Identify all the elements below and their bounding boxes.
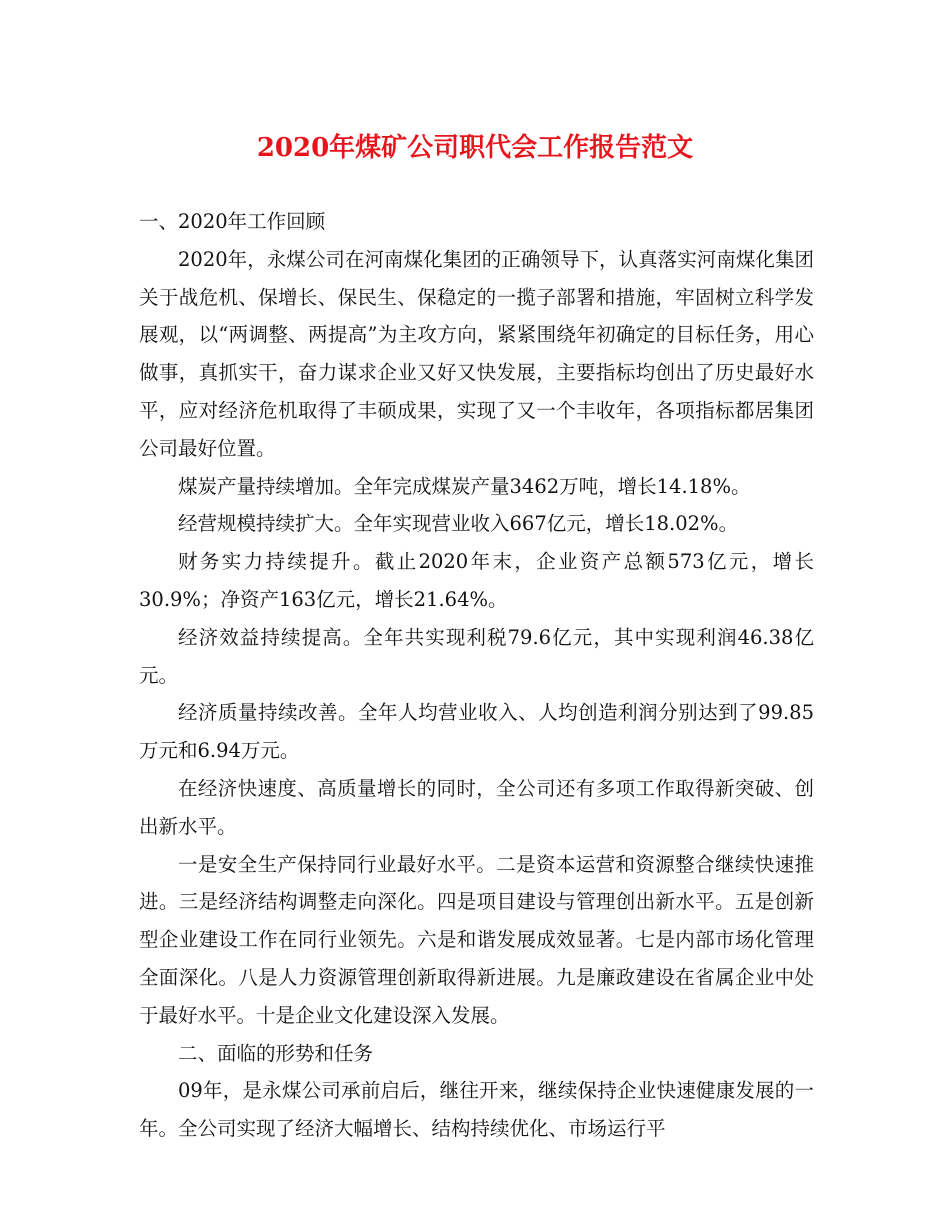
paragraph: 经营规模持续扩大。全年实现营业收入667亿元，增长18.02%。 [178,512,739,536]
paragraph: 一是安全生产保持同行业最好水平。二是资本运营和资源整合继续快速推进。三是经济结构调整走向深化。四是项目建设与管理创出新水平。五是创新型企业建设工作在同行业领先。六是和谐发展成效显著。七是内部市场化管理全面深化。八是人力资源管理创新取得新进展。九是廉政建设在省属企业中处于最好水平。十是企业文化建设深入发展。 [139,852,814,1027]
document-body [139,203,814,1148]
paragraph: 在经济快速度、高质量增长的同时，全公司还有多项工作取得新突破、创出新水平。 [139,776,814,838]
section-heading: 二、面临的形势和任务 [178,1041,374,1065]
paragraph: 2020年，永煤公司在河南煤化集团的正确领导下，认真落实河南煤化集团关于战危机、保增长、保民生、保稳定的一揽子部署和措施，牢固树立科学发展观，以“两调整、两提高”为主攻方向，紧紧围绕年初确定的目标任务，用心做事，真抓实干，奋力谋求企业又好又快发展，主要指标均创出了历史最好水平，应对经济危机取得了丰硕成果，实现了又一个丰收年，各项指标都居集团公司最好位置。 [139,247,814,460]
paragraph: 财务实力持续提升。截止2020年末，企业资产总额573亿元，增长30.9%；净资产163亿元，增长21.64%。 [139,550,814,611]
paragraph: 经济效益持续提高。全年共实现利税79.6亿元，其中实现利润46.38亿元。 [139,625,814,687]
paragraph: 经济质量持续改善。全年人均营业收入、人均创造利润分别达到了99.85万元和6.94万元。 [139,701,814,763]
paragraph: 煤炭产量持续增加。全年完成煤炭产量3462万吨，增长14.18%。 [178,474,751,498]
paragraph: 09年，是永煤公司承前启后，继往开来，继续保持企业快速健康发展的一年。全公司实现了经济大幅增长、结构持续优化、市场运行平 [139,1079,814,1141]
section-heading: 一、2020年工作回顾 [139,210,326,233]
document-title: 2020年煤矿公司职代会工作报告范文 [256,133,694,163]
